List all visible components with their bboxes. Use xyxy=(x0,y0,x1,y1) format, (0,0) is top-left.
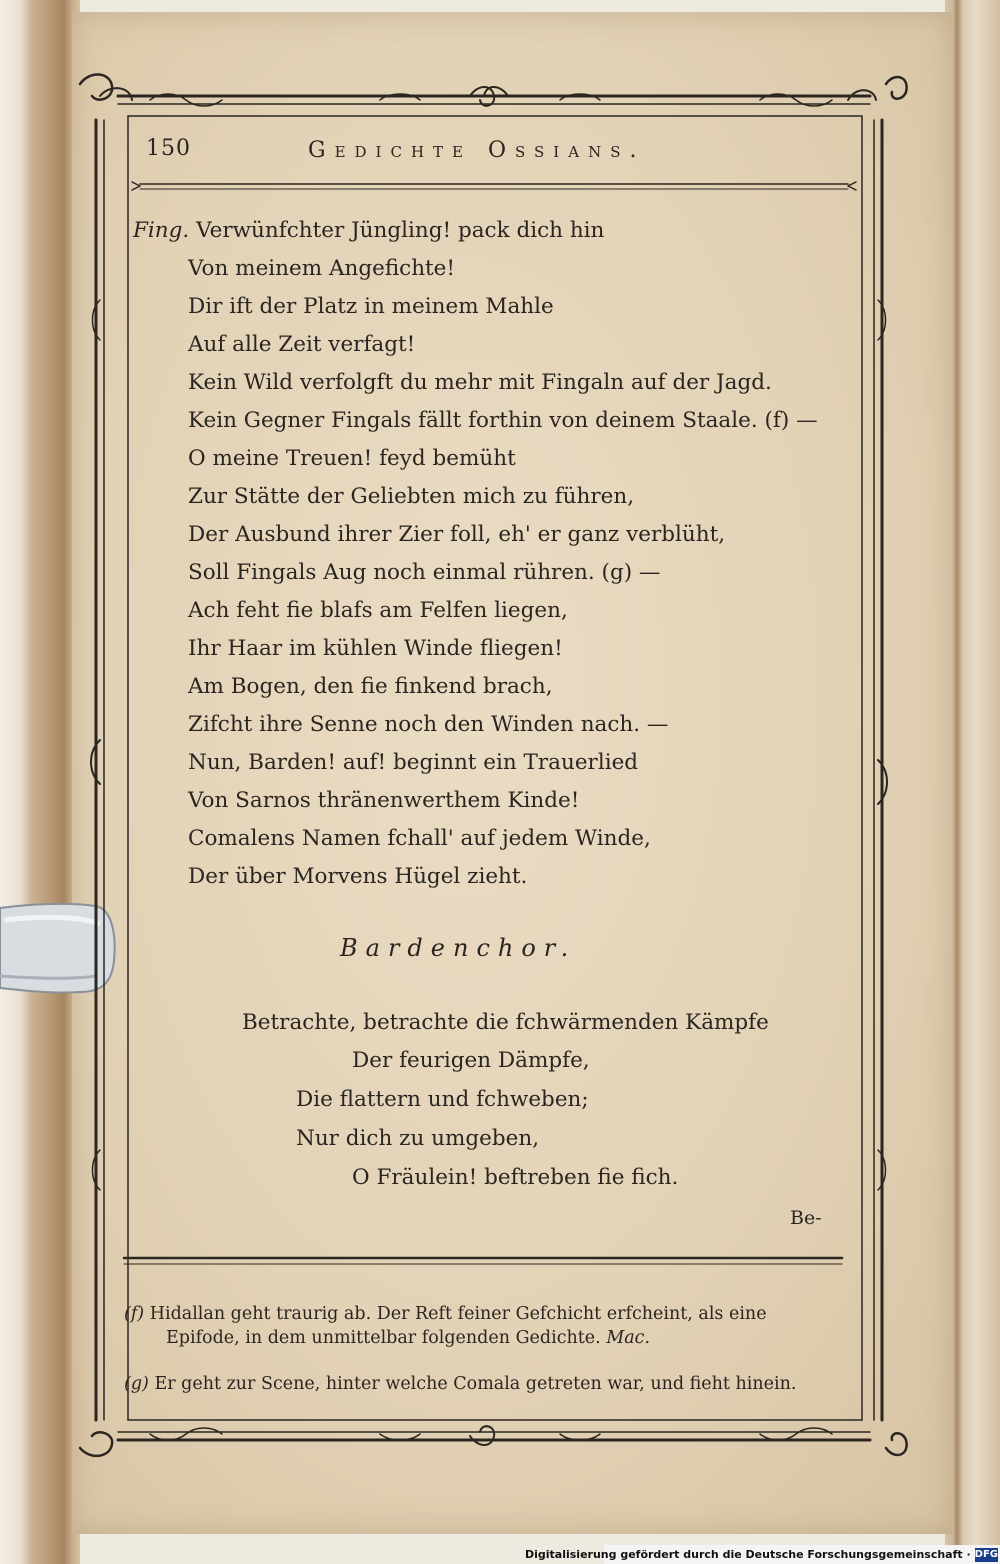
footnote-text: Er geht zur Scene, hinter welche Comala getreten war, und fieht hinein. xyxy=(154,1374,797,1394)
verse-line: Von Sarnos thränenwerthem Kinde! xyxy=(188,788,580,813)
credit-text: Digitalisierung gefördert durch die Deutsche Forschungsgemeinschaft · xyxy=(524,1548,971,1561)
footnote-mark: (g) xyxy=(124,1374,149,1394)
verse-line: Am Bogen, den fie finkend brach, xyxy=(188,674,553,699)
chorus-line: Die flattern und fchweben; xyxy=(296,1087,589,1112)
verse-line: Soll Fingals Aug noch einmal rühren. (g) — xyxy=(188,560,661,585)
verse-first-line: Verwünfchter Jüngling! pack dich hin xyxy=(196,218,605,243)
footnote-text: Epifode, in dem unmittelbar folgenden Gedichte. xyxy=(166,1328,601,1348)
page-header xyxy=(140,136,840,176)
digitization-credit xyxy=(524,1545,1000,1564)
speaker-label: Fing. xyxy=(133,218,190,243)
footnote-text: Hidallan geht traurig ab. Der Reft feiner Gefchicht erfcheint, als eine xyxy=(149,1304,767,1324)
verse-line: Dir ift der Platz in meinem Mahle xyxy=(188,294,554,319)
footnote-f-continued xyxy=(166,1328,650,1348)
section-title: Bardenchor. xyxy=(340,934,577,962)
verse-line: Auf alle Zeit verfagt! xyxy=(188,332,416,357)
verse-line: Zifcht ihre Senne noch den Winden nach. — xyxy=(188,712,669,737)
verse-line: Kein Wild verfolgft du mehr mit Fingaln auf der Jagd. xyxy=(188,370,772,395)
verse-line: Comalens Namen fchall' auf jedem Winde, xyxy=(188,826,651,851)
verse-line: Zur Stätte der Geliebten mich zu führen, xyxy=(188,484,635,509)
page-number: 150 xyxy=(146,136,191,161)
book-page-edges-right xyxy=(945,0,1000,1564)
footnote-g xyxy=(124,1374,796,1394)
verse-line: Ihr Haar im kühlen Winde fliegen! xyxy=(188,636,563,661)
chorus-line: Der feurigen Dämpfe, xyxy=(352,1048,590,1073)
verse-line-1 xyxy=(133,218,604,243)
catchword: Be- xyxy=(790,1207,822,1229)
footnote-source: Mac. xyxy=(606,1328,651,1348)
verse-line: Ach feht fie blafs am Felfen liegen, xyxy=(188,598,568,623)
verse-line: Kein Gegner Fingals fällt forthin von deinem Staale. (f) — xyxy=(188,408,818,433)
chorus-line: Betrachte, betrachte die fchwärmenden Kämpfe xyxy=(242,1010,769,1035)
verse-line: Nun, Barden! auf! beginnt ein Trauerlied xyxy=(188,750,639,775)
chorus-line: Nur dich zu umgeben, xyxy=(296,1126,540,1151)
bookmark-clip xyxy=(0,880,118,1015)
footnote-f xyxy=(124,1304,767,1324)
verse-line: Der über Morvens Hügel zieht. xyxy=(188,864,528,889)
chorus-line: O Fräulein! beftreben fie fich. xyxy=(352,1165,679,1190)
dfg-logo: DFG xyxy=(974,1549,998,1560)
verse-line: Der Ausbund ihrer Zier foll, eh' er ganz verblüht, xyxy=(188,522,726,547)
verse-line: O meine Treuen! feyd bemüht xyxy=(188,446,516,471)
running-head: Gedichte Ossians. xyxy=(308,138,646,163)
verse-line: Von meinem Angefichte! xyxy=(188,256,456,281)
footnote-mark: (f) xyxy=(124,1304,145,1324)
book-page-edges-left xyxy=(0,0,80,1564)
